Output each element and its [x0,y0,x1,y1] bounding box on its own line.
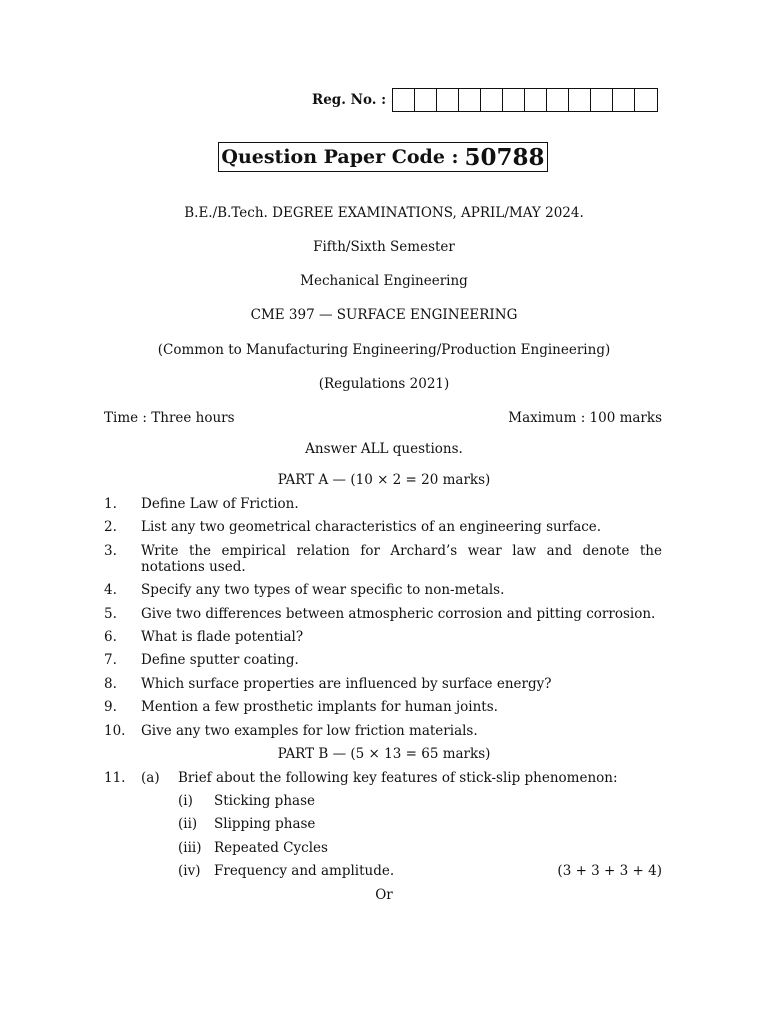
common-note: (Common to Manufacturing Engineering/Production Engineering) [157,342,611,358]
sub-item-roman: (iv) [178,863,201,879]
question-item [104,543,662,575]
semester: Fifth/Sixth Semester [313,239,455,255]
question-item [104,496,662,512]
question-number: 2. [104,519,117,535]
reg-digit-box [569,89,591,111]
question-item [104,676,662,692]
reg-digit-box [415,89,437,111]
question-number: 8. [104,676,117,692]
question-text: Brief about the following key features of stick-slip phenomenon: [178,770,618,786]
reg-label: Reg. No. : [312,92,387,108]
question-item [104,723,662,739]
question-text: Define sputter coating. [141,652,299,668]
maximum-marks: Maximum : 100 marks [508,410,662,426]
question-text: Mention a few prosthetic implants for human joints. [141,699,498,715]
question-number: 11. [104,770,126,786]
sub-item-text: Slipping phase [214,816,316,832]
question-text: Write the empirical relation for Archard’s wear law and denote the notations used. [141,543,662,575]
reg-digit-box [459,89,481,111]
question-item [104,699,662,715]
sub-item-text: Repeated Cycles [214,840,328,856]
course-title: CME 397 — SURFACE ENGINEERING [250,307,518,323]
question-number: 7. [104,652,117,668]
sub-item-text: Frequency and amplitude. [214,863,395,879]
question-number: 3. [104,543,117,559]
sub-item-text: Sticking phase [214,793,315,809]
reg-digit-box [525,89,547,111]
question-text: Define Law of Friction. [141,496,299,512]
question-item [104,629,662,645]
question-text: Give two differences between atmospheric corrosion and pitting corrosion. [141,606,656,622]
reg-digit-box [547,89,569,111]
question-paper-code [218,142,548,172]
question-text: Specify any two types of wear specific to non-metals. [141,582,505,598]
question-item [104,652,662,668]
sub-item-roman: (iii) [178,840,202,856]
question-item [104,519,662,535]
question-number: 10. [104,723,126,739]
instruction: Answer ALL questions. [305,441,463,457]
reg-digit-box [437,89,459,111]
question-number: 5. [104,606,117,622]
reg-digit-box [503,89,525,111]
reg-digit-box [393,89,415,111]
sub-item-roman: (ii) [178,816,198,832]
part-b-title: PART B — (5 × 13 = 65 marks) [277,746,491,762]
reg-digit-box [613,89,635,111]
sub-item-roman: (i) [178,793,193,809]
question-text: List any two geometrical characteristics of an engineering surface. [141,519,602,535]
question-part: (a) [141,770,160,786]
or-separator: Or [375,887,393,903]
reg-digit-box [635,89,657,111]
marks-split: (3 + 3 + 3 + 4) [557,863,662,879]
department: Mechanical Engineering [300,273,468,289]
question-number: 6. [104,629,117,645]
question-text: What is flade potential? [141,629,304,645]
question-text: Which surface properties are influenced by surface energy? [141,676,552,692]
question-item [104,582,662,598]
question-item [104,606,662,622]
reg-number-block [312,88,658,112]
regulations: (Regulations 2021) [318,376,450,392]
code-number: 50788 [464,143,545,171]
part-a-title: PART A — (10 × 2 = 20 marks) [277,472,491,488]
question-number: 9. [104,699,117,715]
question-number: 4. [104,582,117,598]
reg-digit-box [591,89,613,111]
question-text: Give any two examples for low friction materials. [141,723,478,739]
reg-digit-box [481,89,503,111]
exam-title: B.E./B.Tech. DEGREE EXAMINATIONS, APRIL/MAY 2024. [184,205,584,221]
question-number: 1. [104,496,117,512]
time-duration: Time : Three hours [104,410,235,426]
code-label: Question Paper Code : [221,146,459,168]
reg-number-boxes [392,88,658,112]
